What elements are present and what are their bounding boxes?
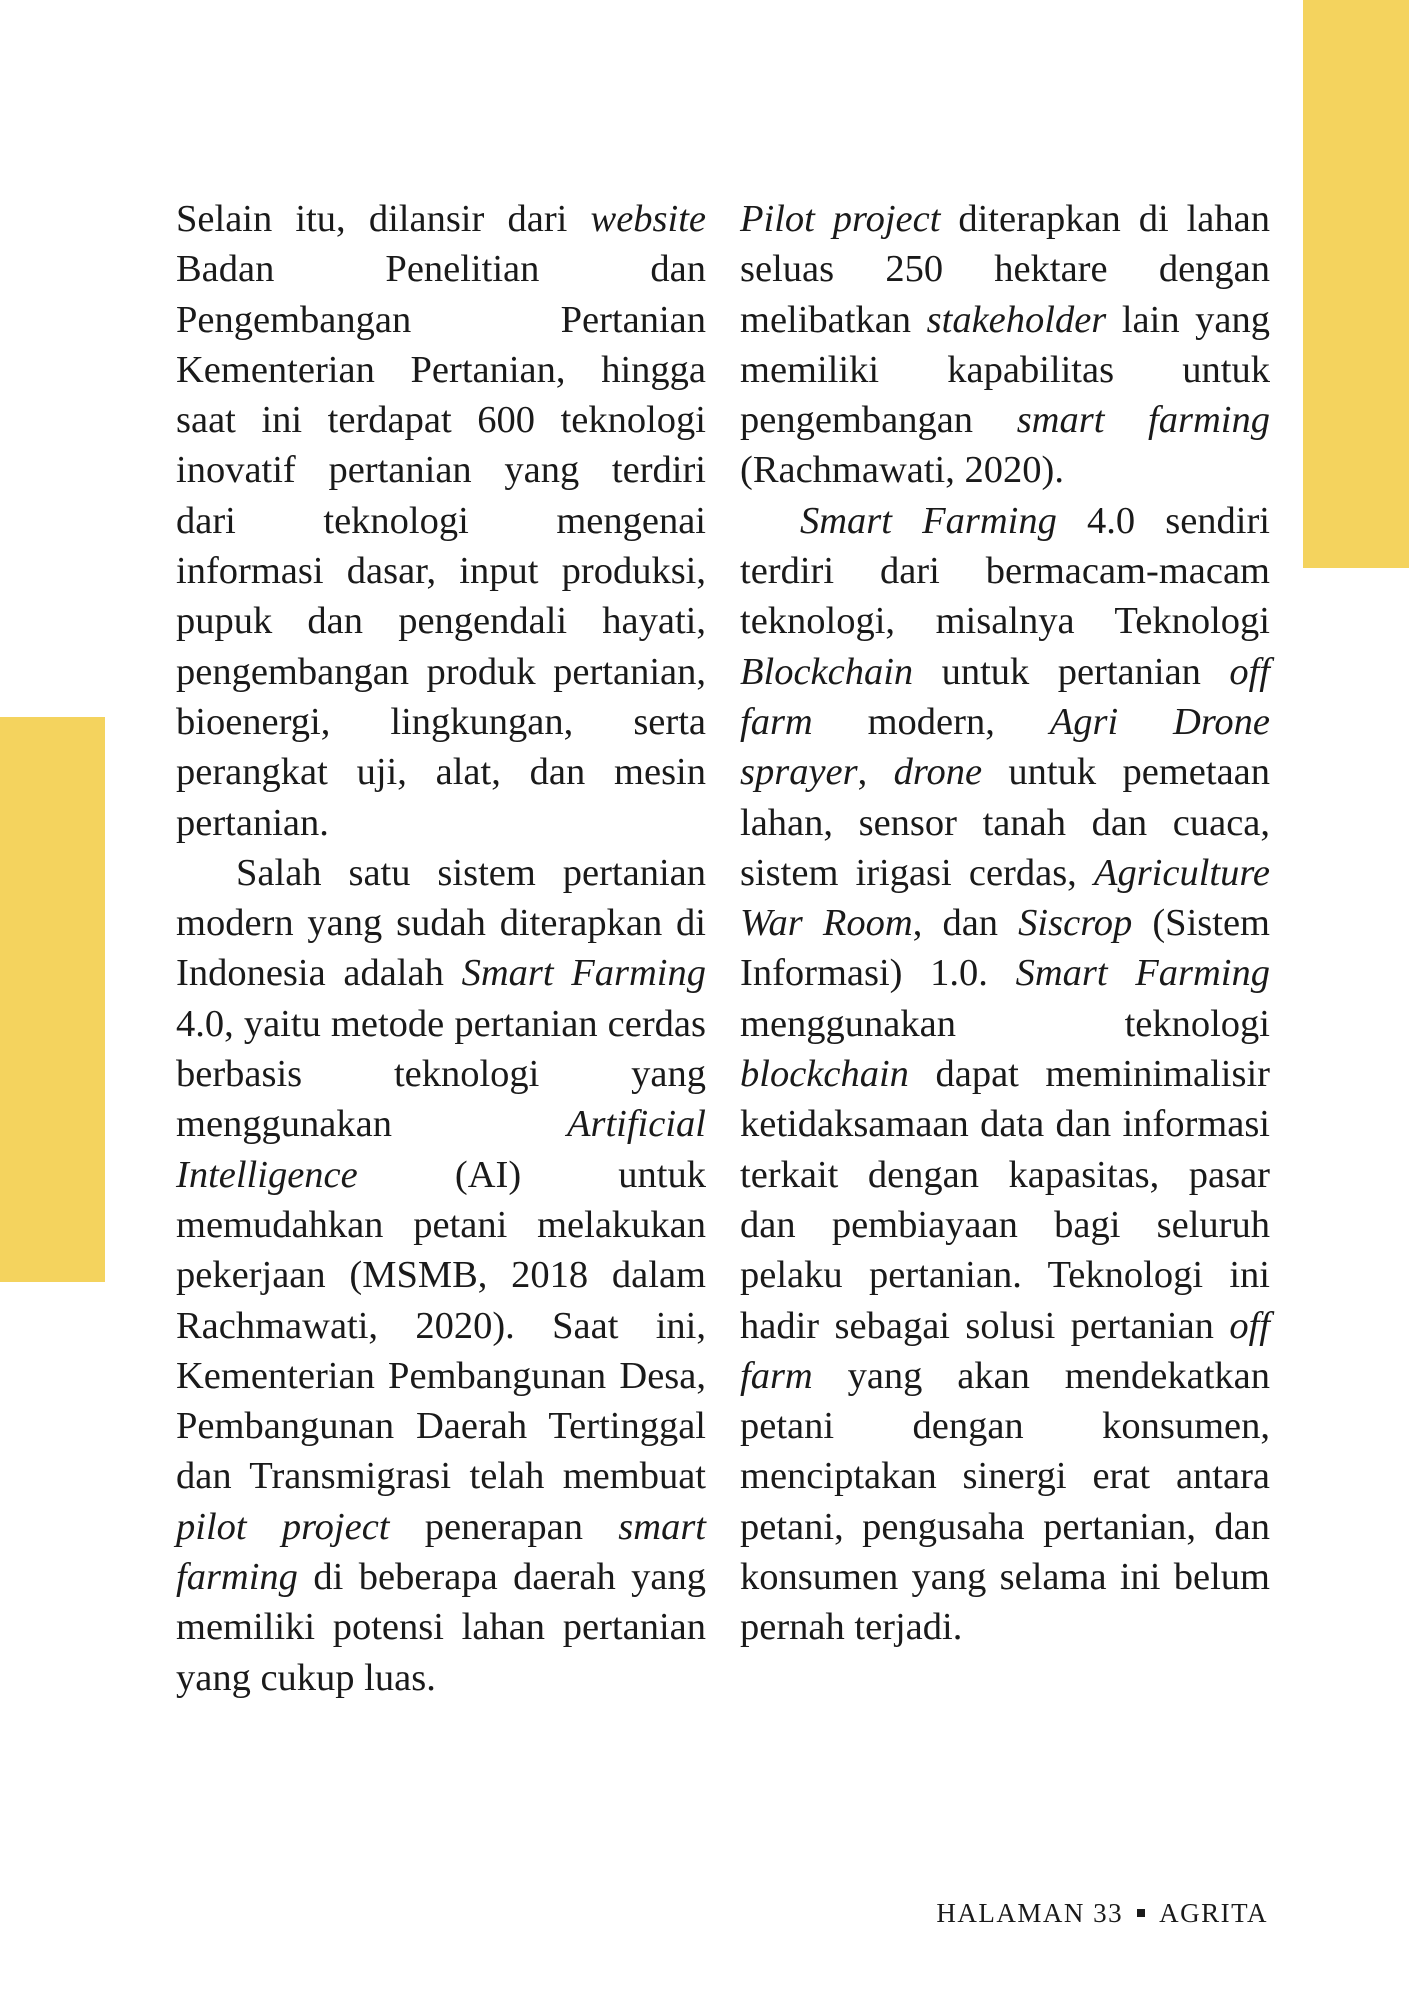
italic-term: Agri Drone sprayer [740, 700, 1270, 794]
italic-term: smart farming [176, 1505, 706, 1599]
left-column [176, 194, 706, 1703]
italic-term: blockchain [740, 1053, 909, 1096]
italic-term: Siscrop [1018, 902, 1133, 945]
right-paragraph-2: Smart Farming 4.0 sendiri terdiri dari bermacam-macam teknologi, misalnya Teknologi Blockchain untuk pertanian off farm modern, Agri Drone sprayer, drone untuk pemetaan lahan, sensor tanah dan cuaca, sistem irigasi cerdas, Agriculture War Room, dan Siscrop (Sistem Informasi) 1.0. Smart Farming menggunakan teknologi blockchain dapat meminimalisir ketidaksamaan data dan informasi terkait dengan kapasitas, pasar dan pembiayaan bagi seluruh pelaku pertanian. Teknologi ini hadir sebagai solusi pertanian off farm yang akan mendekatkan petani dengan konsumen, menciptakan sinergi erat antara petani, pengusaha pertanian, dan konsumen yang selama ini belum pernah terjadi. [740, 499, 1271, 1649]
italic-term: off farm [740, 650, 1270, 743]
left-paragraph-2: Salah satu sistem pertanian modern yang sudah diterapkan di Indonesia adalah Smart Farming 4.0, yaitu metode pertanian cerdas berbasis teknologi yang menggunakan Artificial Intelligence (AI) untuk memudahkan petani melakukan pekerjaan (MSMB, 2018 dalam Rachmawati, 2020). Saat ini, Kementerian Pembangunan Desa, Pembangunan Daerah Tertinggal dan Transmigrasi telah membuat pilot project penerapan smart farming di beberapa daerah yang memiliki potensi lahan pertanian yang cukup luas. [176, 851, 707, 1699]
italic-term: Blockchain [740, 650, 914, 693]
magazine-name: AGRITA [1159, 1898, 1268, 1928]
italic-term: smart farming [1016, 399, 1270, 442]
italic-term: Pilot project [740, 198, 941, 240]
accent-bar-top-right [1303, 0, 1409, 568]
italic-term: stakeholder [926, 298, 1107, 341]
italic-term: Smart Farming [1015, 952, 1270, 995]
italic-term: pilot project [176, 1505, 390, 1548]
italic-term: drone [893, 751, 983, 794]
right-column [740, 194, 1270, 1653]
italic-term: Artificial Intelligence [176, 1103, 706, 1196]
accent-bar-left [0, 717, 105, 1282]
page-number-label: HALAMAN 33 [936, 1898, 1124, 1928]
italic-term: Smart Farming [800, 499, 1057, 542]
left-paragraph-1: Selain itu, dilansir dari website Badan Penelitian dan Pengembangan Pertanian Kementerian Pertanian, hingga saat ini terdapat 600 teknologi inovatif pertanian yang terdiri dari teknologi mengenai informasi dasar, input produksi, pupuk dan pengendali hayati, pengembangan produk pertanian, bioenergi, lingkungan, serta perangkat uji, alat, dan mesin pertanian. [176, 198, 706, 844]
italic-term: website [590, 198, 706, 240]
italic-term: Agriculture War Room [740, 851, 1270, 945]
italic-term: off farm [740, 1304, 1270, 1397]
right-paragraph-1: Pilot project diterapkan di lahan seluas 250 hektare dengan melibatkan stakeholder lain yang memiliki kapabilitas untuk pengembangan smart farming (Rachmawati, 2020). [740, 198, 1270, 492]
square-bullet-icon [1137, 1909, 1145, 1917]
page-footer [936, 1898, 1268, 1929]
italic-term: Smart Farming [461, 952, 707, 995]
